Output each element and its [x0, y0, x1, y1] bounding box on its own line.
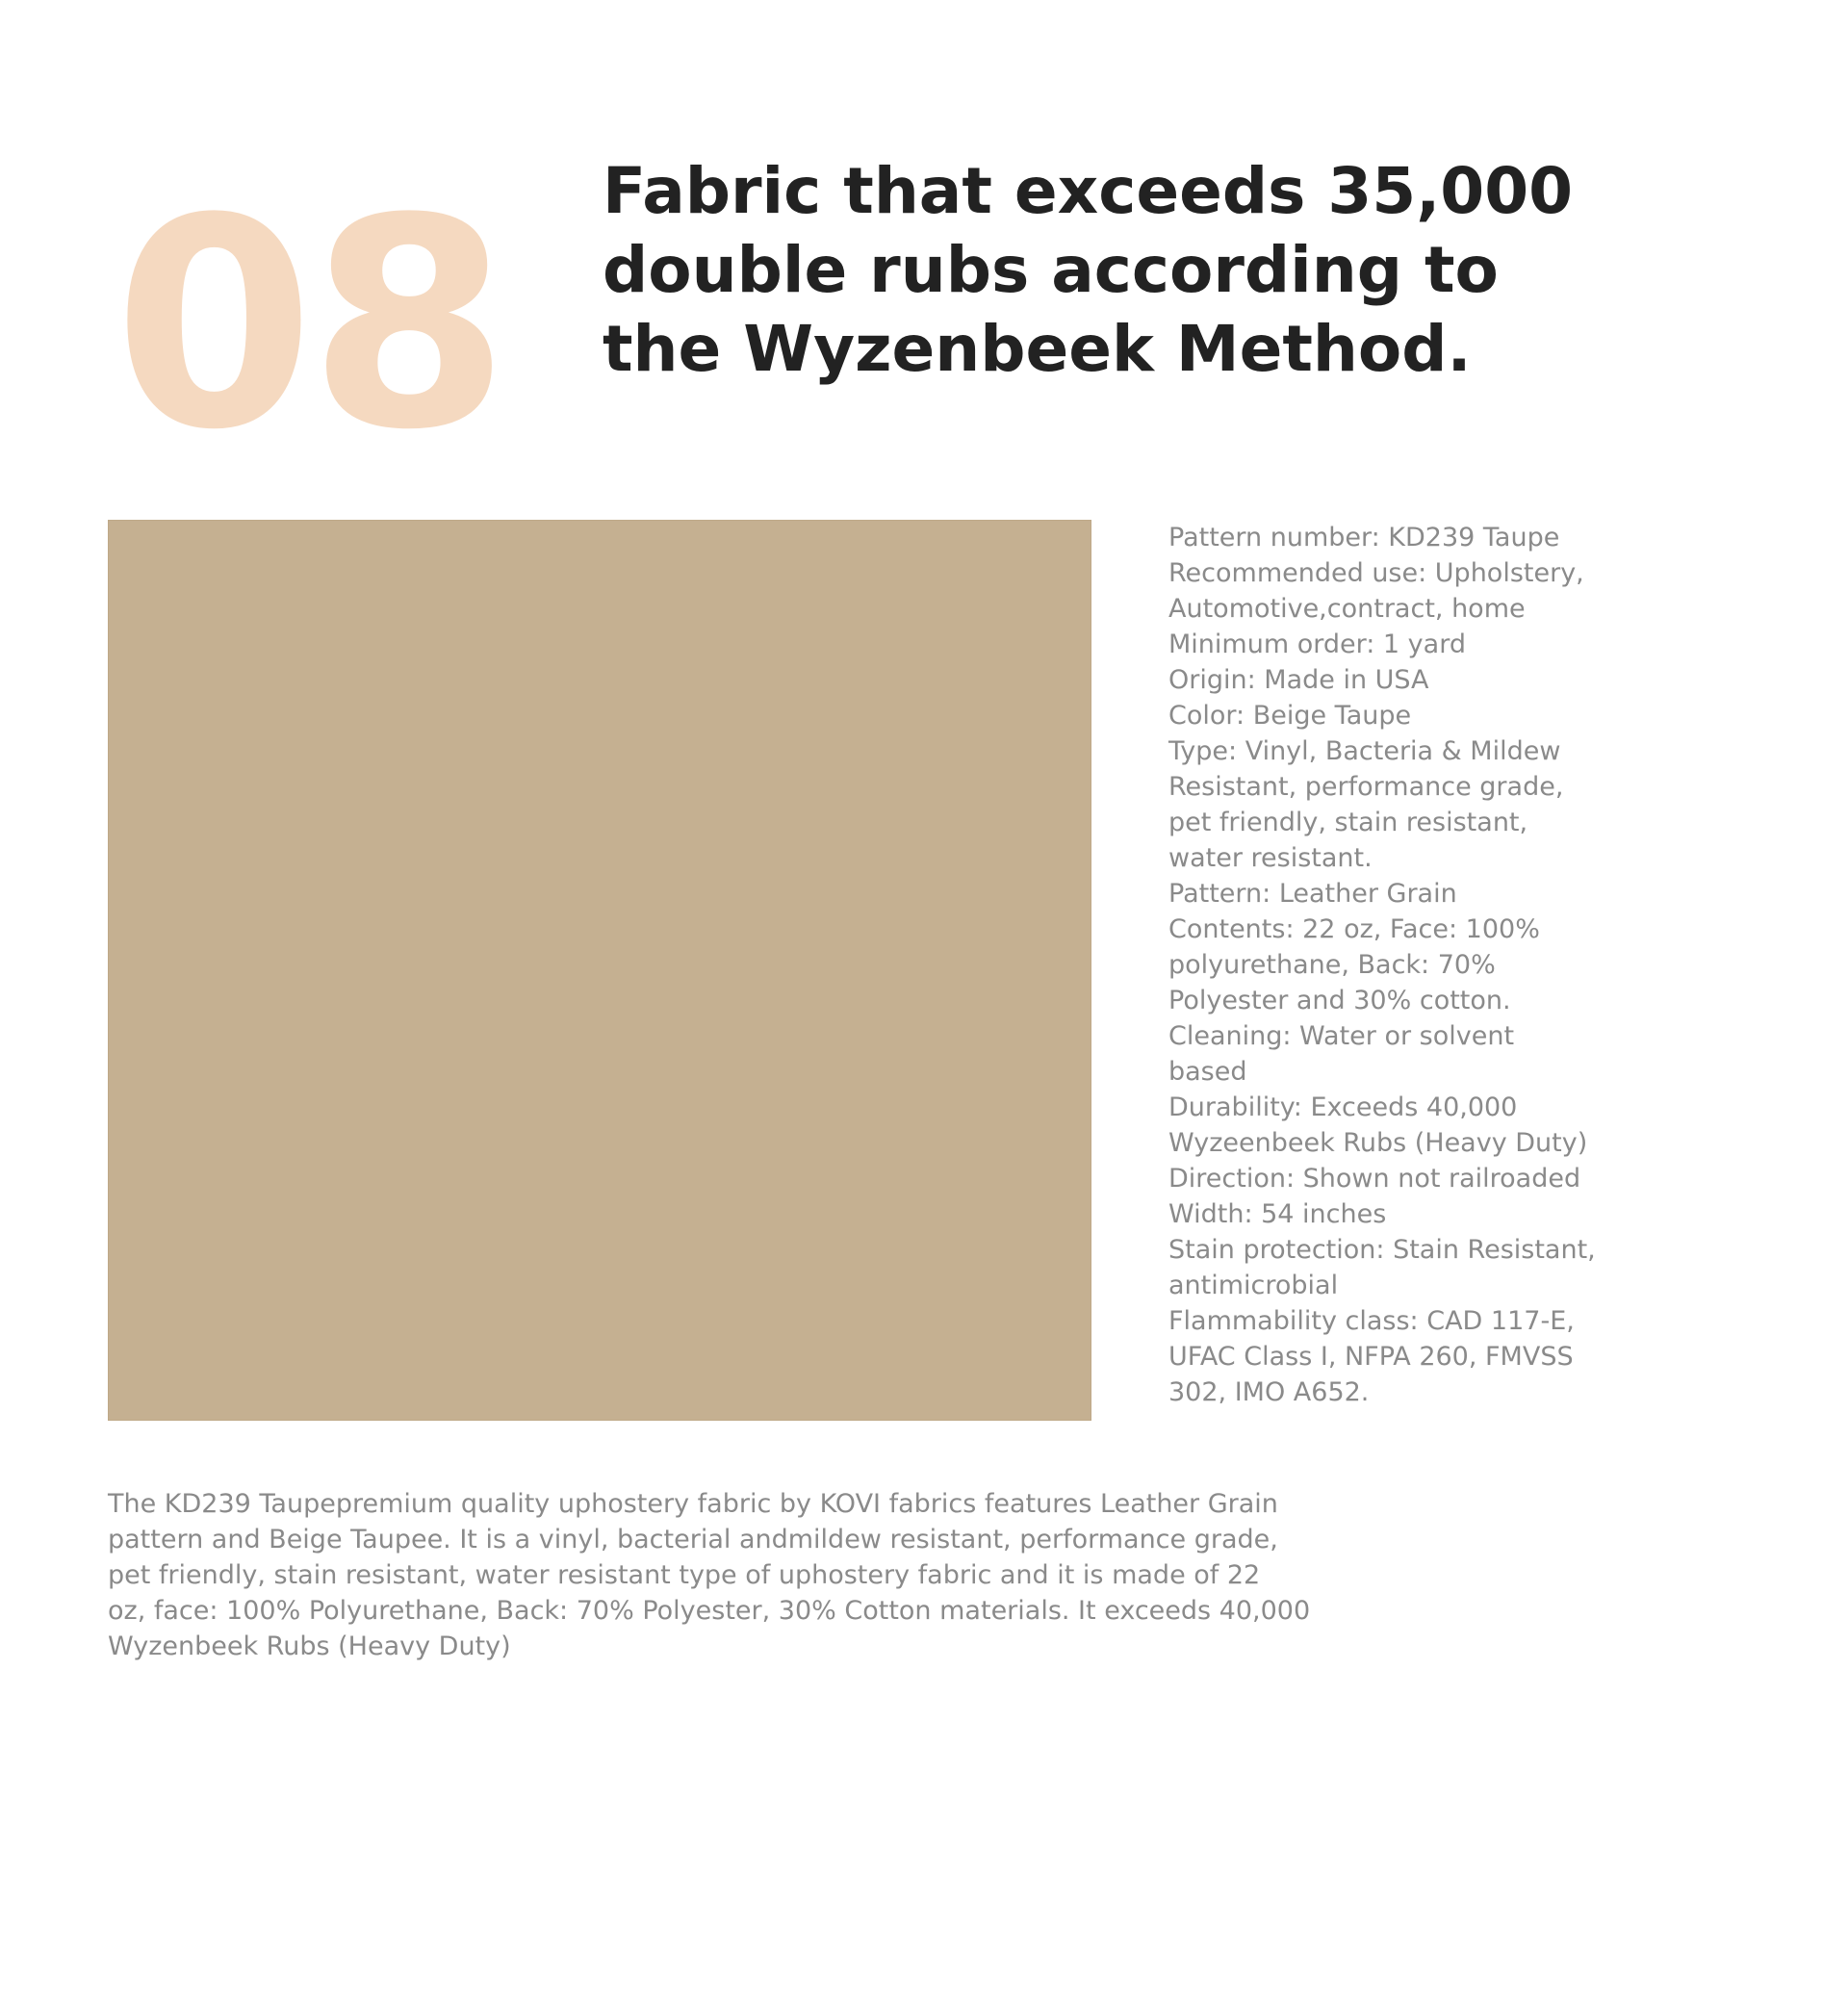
spec-line: antimicrobial	[1168, 1271, 1339, 1300]
spec-line: Direction: Shown not railroaded	[1168, 1164, 1581, 1194]
spec-line: Pattern: Leather Grain	[1168, 879, 1457, 909]
spec-line: Recommended use: Upholstery,	[1168, 558, 1584, 588]
product-description	[108, 1486, 1763, 1664]
spec-line: Polyester and 30% cotton.	[1168, 986, 1511, 1015]
spec-line: Minimum order: 1 yard	[1168, 629, 1466, 659]
description-line: pattern and Beige Taupee. It is a vinyl, bacterial andmildew resistant, performance grade,	[108, 1525, 1278, 1554]
spec-line: Origin: Made in USA	[1168, 665, 1429, 695]
spec-line: Durability: Exceeds 40,000	[1168, 1092, 1518, 1122]
spec-line: UFAC Class I, NFPA 260, FMVSS	[1168, 1342, 1574, 1372]
title-line: the Wyzenbeek Method.	[603, 312, 1472, 386]
spec-line: 302, IMO A652.	[1168, 1377, 1370, 1407]
spec-line: Pattern number: KD239 Taupe	[1168, 523, 1560, 552]
spec-line: based	[1168, 1057, 1247, 1087]
spec-list	[1168, 520, 1833, 1410]
spec-line: Type: Vinyl, Bacteria & Mildew	[1168, 736, 1561, 766]
title-line: double rubs according to	[603, 233, 1499, 307]
description-line: oz, face: 100% Polyurethane, Back: 70% Polyester, 30% Cotton materials. It exceeds 40,000	[108, 1596, 1311, 1626]
section-number: 08	[114, 157, 504, 493]
spec-line: Cleaning: Water or solvent	[1168, 1021, 1515, 1051]
spec-line: Flammability class: CAD 117-E,	[1168, 1306, 1575, 1336]
spec-line: polyurethane, Back: 70%	[1168, 950, 1496, 980]
spec-line: Width: 54 inches	[1168, 1199, 1387, 1229]
spec-line: Resistant, performance grade,	[1168, 772, 1564, 802]
spec-line: Wyzeenbeek Rubs (Heavy Duty)	[1168, 1128, 1588, 1158]
spec-line: Stain protection: Stain Resistant,	[1168, 1235, 1596, 1265]
spec-line: pet friendly, stain resistant,	[1168, 808, 1528, 837]
spec-line: Contents: 22 oz, Face: 100%	[1168, 914, 1540, 944]
spec-line: Automotive,contract, home	[1168, 594, 1526, 624]
fabric-swatch-image	[108, 520, 1091, 1421]
page-title	[603, 152, 1796, 389]
description-line: pet friendly, stain resistant, water resistant type of uphostery fabric and it is made of 22	[108, 1560, 1261, 1590]
title-line: Fabric that exceeds 35,000	[603, 154, 1574, 228]
description-line: The KD239 Taupepremium quality uphostery fabric by KOVI fabrics features Leather Grain	[108, 1489, 1278, 1519]
spec-line: Color: Beige Taupe	[1168, 701, 1412, 731]
description-line: Wyzenbeek Rubs (Heavy Duty)	[108, 1631, 511, 1661]
spec-line: water resistant.	[1168, 843, 1373, 873]
